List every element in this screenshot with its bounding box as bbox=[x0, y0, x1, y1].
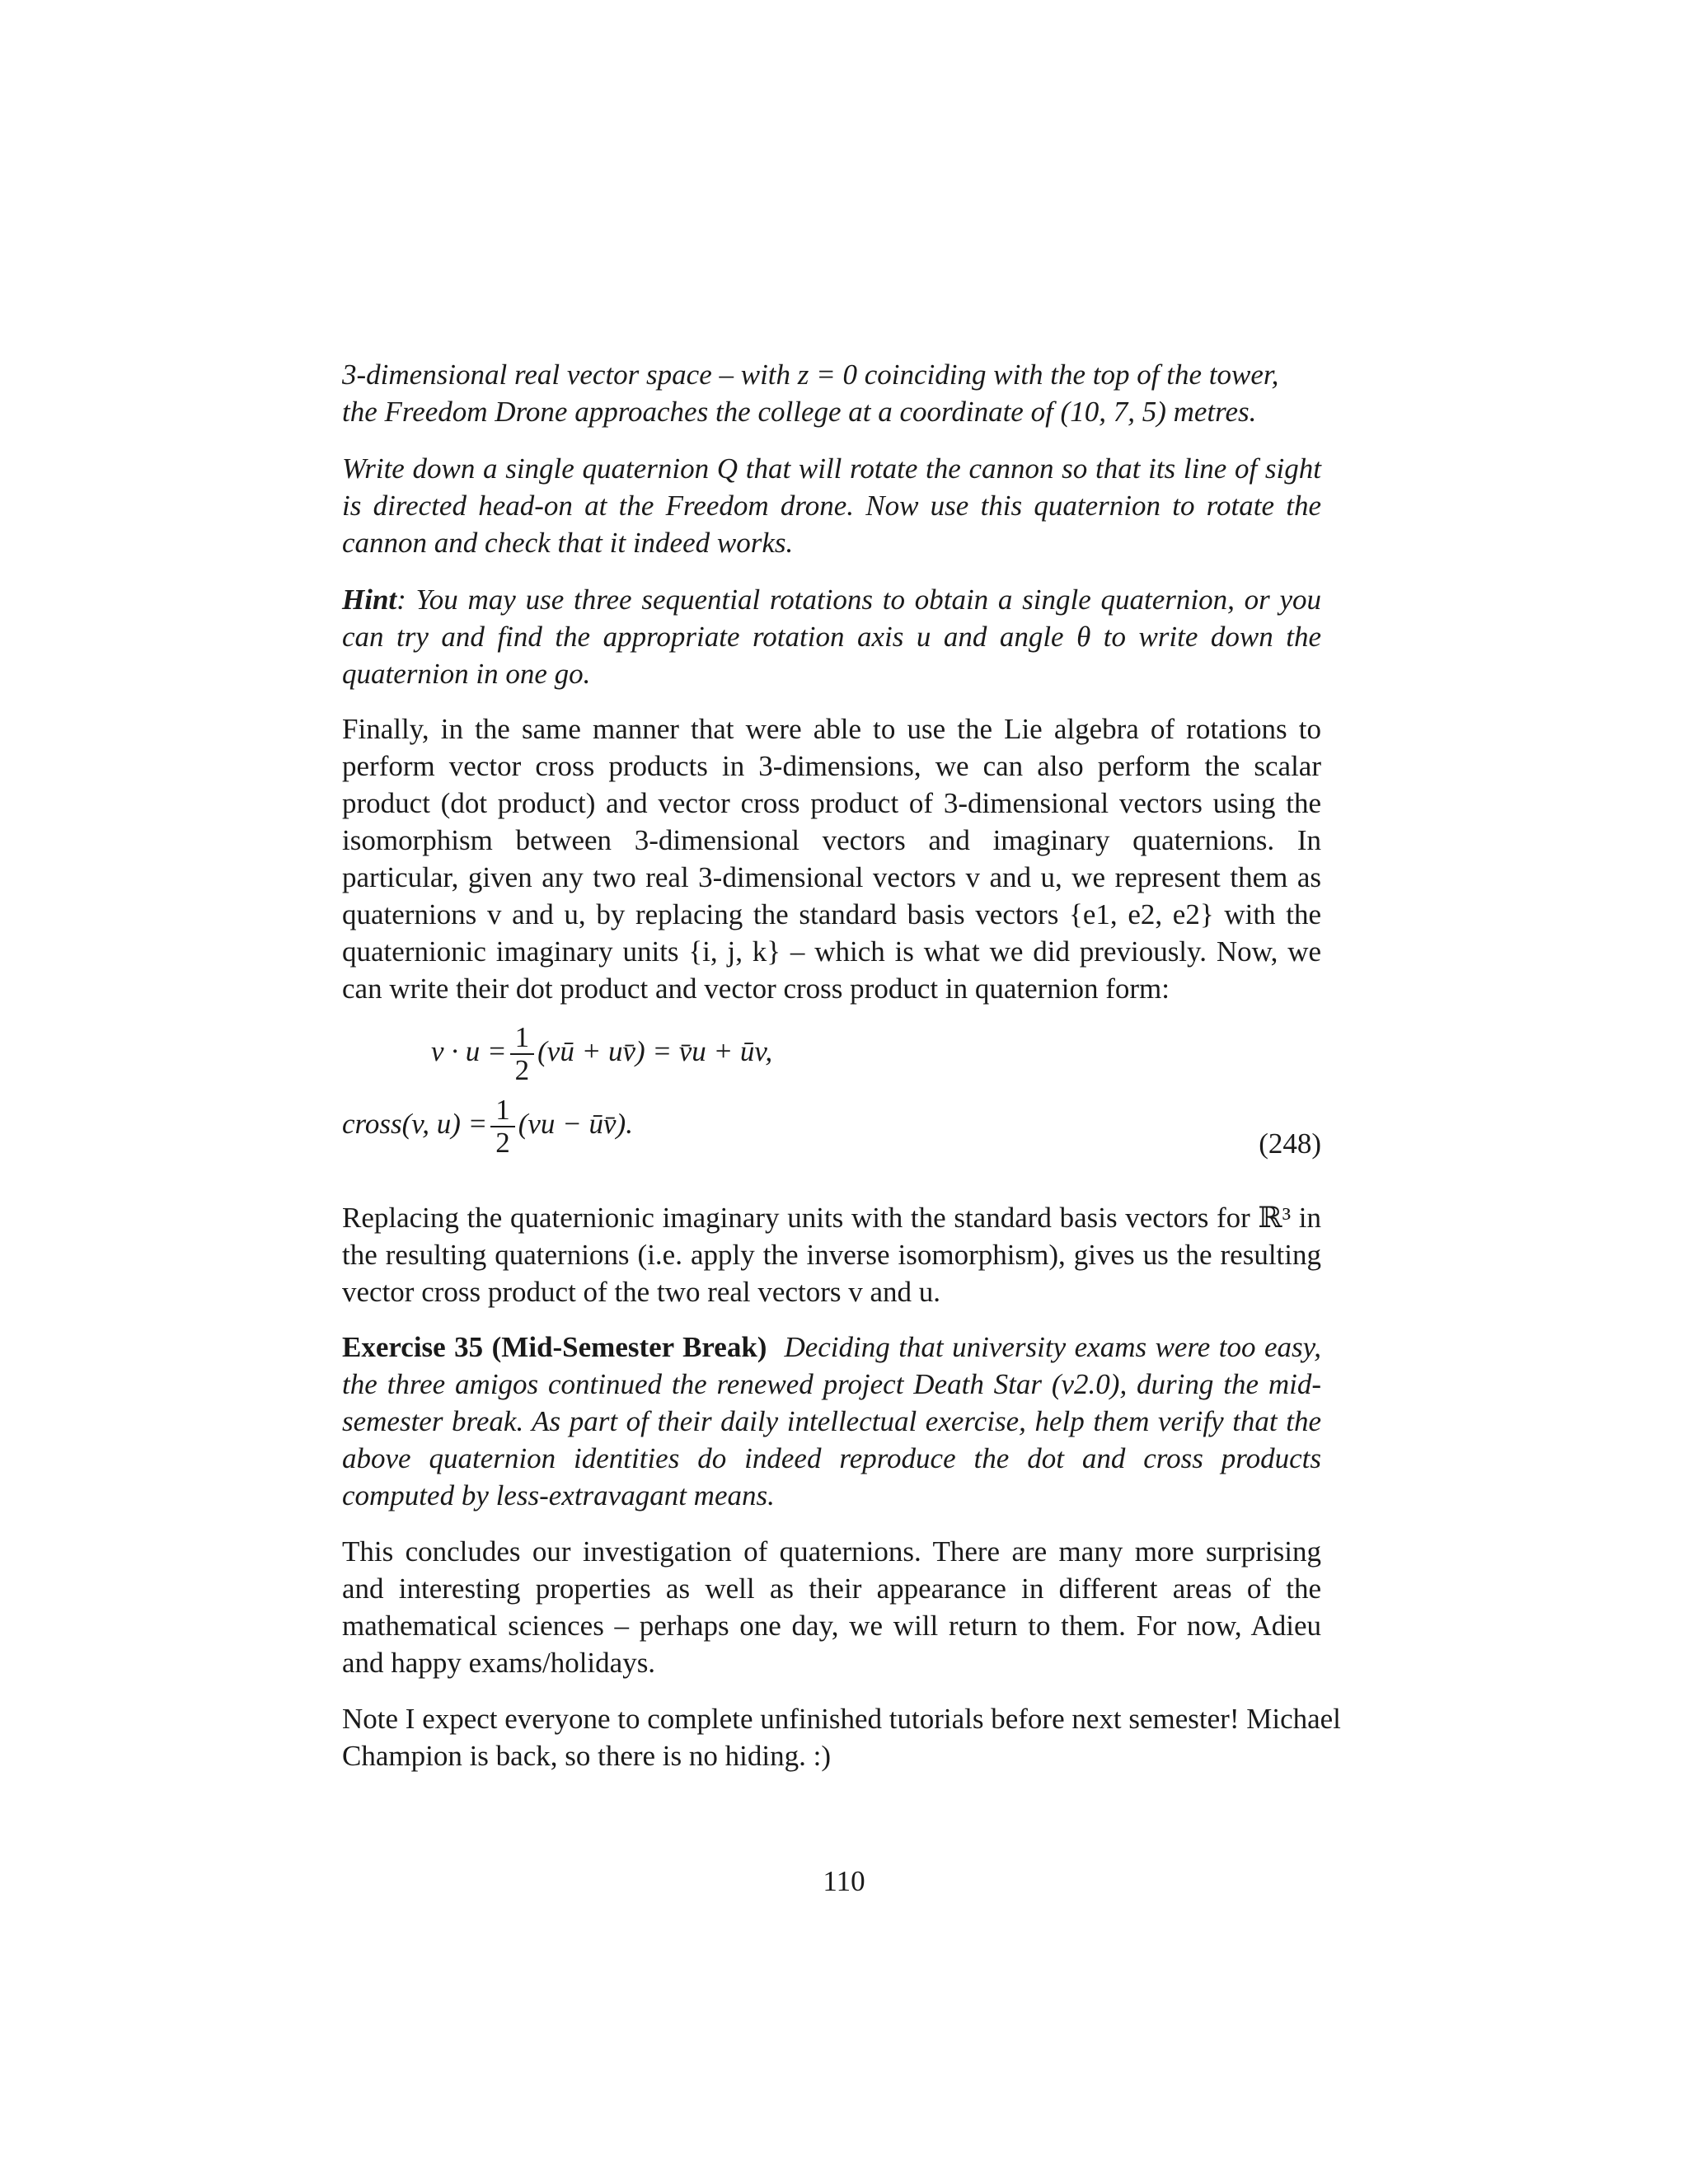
paragraph-conclusion bbox=[342, 1533, 1321, 1681]
equation-dot-lhs: v · u = bbox=[431, 1035, 507, 1068]
exercise-35 bbox=[342, 1329, 1321, 1514]
hint-label: Hint bbox=[342, 583, 397, 616]
paragraph-coordinate-line-2: the Freedom Drone approaches the college at a coordinate of (10, 7, 5) metres. bbox=[342, 396, 1257, 428]
paragraph-cross-products bbox=[342, 710, 1321, 1007]
equation-fraction-half: $\frac{1}{2}$ bbox=[490, 1094, 515, 1159]
exercise-label: Exercise 35 (Mid-Semester Break) bbox=[342, 1331, 767, 1363]
paragraph-inverse-isomorphism-text: Replacing the quaternionic imaginary units with the standard basis vectors for ℝ³ in the resulting quaternions (i.e. apply the inverse isomorphism), gives us the resulting vector cross product of the two real vectors v and u. bbox=[342, 1202, 1321, 1308]
paragraph-hint bbox=[342, 581, 1321, 692]
equation-dot-rhs: (vū + uv̄) = v̄u + ūv, bbox=[537, 1035, 773, 1068]
hint-text: : You may use three sequential rotations to obtain a single quaternion, or you can try and find the appropriate rotation axis u and angle θ to write down the quaternion in one go. bbox=[342, 583, 1321, 690]
paragraph-write-quaternion-text: Write down a single quaternion Q that will rotate the cannon so that its line of sight is directed head-on at the Freedom drone. Now use this quaternion to rotate the cannon and check that it indeed works. bbox=[342, 452, 1321, 559]
page-number: 110 bbox=[823, 1865, 865, 1897]
equation-number: (248) bbox=[1259, 1127, 1321, 1160]
paragraph-note-text: Note I expect everyone to complete unfinished tutorials before next semester! Michael Champion is back, so there is no hiding. :) bbox=[342, 1703, 1341, 1772]
equation-row-cross bbox=[342, 1094, 633, 1160]
equation-248 bbox=[342, 1022, 1321, 1170]
paragraph-conclusion-text: This concludes our investigation of quaternions. There are many more surprising and interesting properties as well as their appearance in different areas of the mathematical sciences – perhaps one day, we will return to them. For now, Adieu and happy exams/holidays. bbox=[342, 1535, 1321, 1679]
exercise-text: Deciding that university exams were too easy, the three amigos continued the renewed project Death Star (v2.0), during the mid-semester break. As part of their daily intellectual exercise, help them verify that the above quaternion identities do indeed reproduce the dot and cross products computed by less-extravagant means. bbox=[342, 1331, 1321, 1511]
paragraph-coordinate bbox=[342, 356, 1321, 430]
equation-fraction-half: $\frac{1}{2}$ bbox=[510, 1022, 535, 1086]
equation-cross-rhs: (vu − ūv̄). bbox=[518, 1108, 633, 1141]
equation-row-dot bbox=[431, 1022, 772, 1088]
paragraph-coordinate-line-1: 3-dimensional real vector space – with z = 0 coinciding with the top of the tower, bbox=[342, 359, 1279, 391]
paragraph-cross-products-text: Finally, in the same manner that were able to use the Lie algebra of rotations to perform vector cross products in 3-dimensions, we can also perform the scalar product (dot product) and vector cross product of 3-dimensional vectors using the isomorphism between 3-dimensional vectors and imaginary quaternions. In particular, given any two real 3-dimensional vectors v and u, we represent them as quaternions v and u, by replacing the standard basis vectors {e1, e2, e2} with the quaternionic imaginary units {i, j, k} – which is what we did previously. Now, we can write their dot product and vector cross product in quaternion form: bbox=[342, 713, 1321, 1005]
paragraph-inverse-isomorphism bbox=[342, 1199, 1321, 1310]
paragraph-note bbox=[342, 1700, 1364, 1774]
paragraph-write-quaternion bbox=[342, 450, 1321, 561]
equation-cross-lhs: cross(v, u) = bbox=[342, 1108, 488, 1141]
